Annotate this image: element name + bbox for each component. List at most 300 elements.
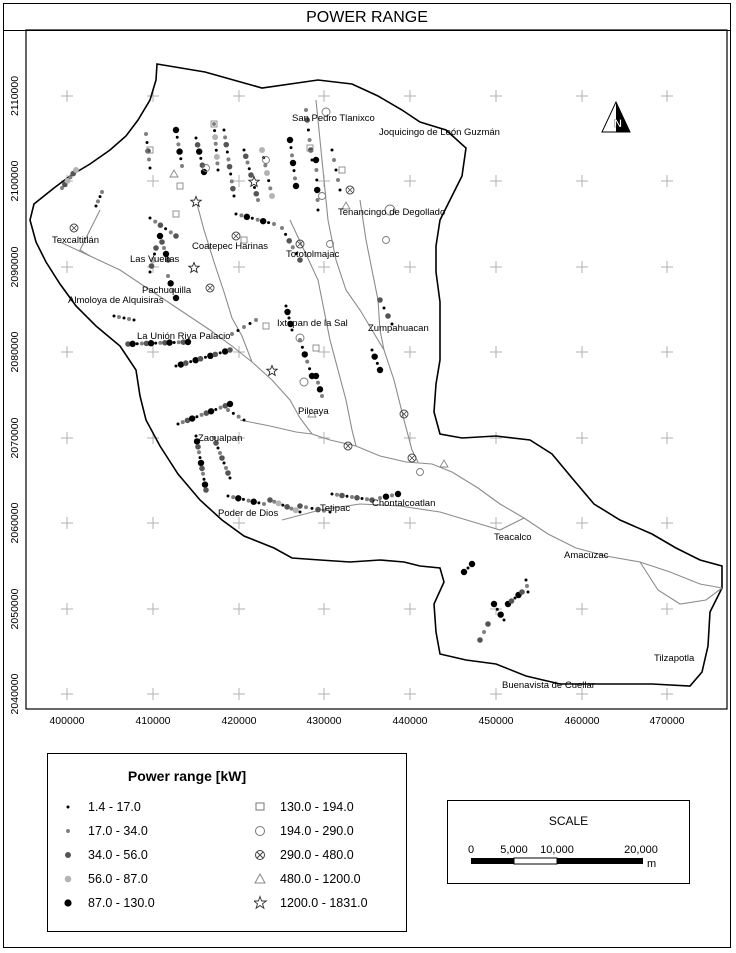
grid-cross	[318, 603, 330, 615]
y-tick-label: 2080000	[9, 331, 21, 373]
place-label: Tilzapotla	[654, 653, 695, 664]
plant-point-crossed-circle	[70, 224, 78, 232]
plant-point-small	[200, 413, 204, 417]
plant-point-medium	[284, 504, 290, 510]
plant-point-large	[201, 169, 207, 175]
plant-point-square	[313, 345, 319, 351]
grid-cross	[233, 175, 245, 187]
place-label: San Pedro Tlanixco	[292, 113, 375, 124]
grid-cross	[490, 90, 502, 102]
place-label: Chontalcoatlan	[372, 498, 436, 509]
plant-point-tiny	[226, 151, 229, 154]
place-label: Tenancingo de Degollado	[338, 207, 446, 218]
plant-point-tiny	[176, 136, 179, 139]
plant-point-tiny	[315, 179, 318, 182]
plant-point-tiny	[527, 591, 530, 594]
watershed-boundary	[30, 64, 722, 686]
plant-point-large	[196, 148, 202, 154]
plant-point-medium	[159, 239, 165, 245]
plant-point-large	[302, 351, 308, 357]
plant-point-tiny	[154, 342, 157, 345]
plant-point-large	[202, 481, 208, 487]
y-tick-label: 2110000	[9, 75, 21, 117]
plant-point-tiny	[467, 567, 470, 570]
grid-crosses	[61, 90, 673, 700]
plant-point-medium	[173, 233, 179, 239]
plant-point-small	[316, 381, 320, 385]
plant-point-star	[267, 366, 277, 376]
plant-point-small	[166, 274, 170, 278]
plant-point-medium	[509, 598, 515, 604]
plant-point-tiny	[136, 342, 139, 345]
place-label: Tetipac	[320, 503, 351, 514]
plant-point-tiny	[217, 169, 220, 172]
plant-point-tiny	[149, 271, 152, 274]
plant-point-tiny	[307, 129, 310, 132]
plant-point-small	[332, 158, 336, 162]
plant-point-medium	[225, 470, 231, 476]
scale-label: 5,000	[500, 844, 528, 856]
plant-point-tiny	[361, 497, 364, 500]
legend-item-label: 194.0 - 290.0	[280, 824, 354, 838]
plant-point-ring	[300, 378, 308, 386]
grid-cross	[61, 90, 73, 102]
plant-point-tiny	[189, 360, 192, 363]
plant-point-large	[317, 386, 323, 392]
grid-cross	[61, 517, 73, 529]
small-gray-dot-icon	[62, 822, 82, 840]
scale-label: 0	[467, 844, 475, 856]
plant-point-tiny	[99, 195, 102, 198]
legend-box	[47, 753, 407, 932]
plant-point-medium	[243, 153, 249, 159]
plant-point-tiny	[214, 408, 217, 411]
plant-point-large	[235, 495, 241, 501]
legend-item-label: 1.4 - 17.0	[88, 800, 141, 814]
plant-point-medium	[385, 313, 391, 319]
plant-point-tiny	[177, 423, 180, 426]
y-tick-label: 2090000	[9, 246, 21, 288]
legend-item-label: 34.0 - 56.0	[88, 848, 148, 862]
plant-point-tiny	[223, 129, 226, 132]
plant-point-crossed-circle	[344, 442, 352, 450]
plant-point-large	[290, 160, 296, 166]
plant-point-small	[242, 325, 246, 329]
plant-point-ring	[319, 193, 326, 200]
grid-cross	[490, 175, 502, 187]
plant-point-small	[176, 142, 180, 146]
plant-point-ring	[417, 469, 424, 476]
plant-point-small	[224, 466, 228, 470]
plant-point-medium	[477, 637, 483, 643]
plant-point-medium	[377, 297, 383, 303]
dark-gray-dot-icon	[62, 846, 82, 864]
plant-point-tiny	[215, 149, 218, 152]
plant-point-large	[313, 157, 319, 163]
grid-cross	[147, 175, 159, 187]
place-label: Pachuquilla	[142, 285, 192, 296]
plant-point-tiny	[213, 129, 216, 132]
plant-point-small	[254, 318, 258, 322]
plant-point-tiny	[331, 493, 334, 496]
plant-point-star	[191, 197, 201, 207]
plant-point-medium	[203, 487, 209, 493]
grid-cross	[661, 603, 673, 615]
place-label: Buenavista de Cuellar	[502, 680, 595, 691]
plant-point-square	[263, 323, 269, 329]
plant-point-tiny	[346, 495, 349, 498]
plant-point-small	[201, 472, 205, 476]
grid-cross	[490, 261, 502, 273]
plant-point-small	[230, 332, 234, 336]
plant-point-tiny	[149, 167, 152, 170]
plant-point-ring	[383, 237, 390, 244]
plant-point-tiny	[257, 501, 260, 504]
plant-point-small	[230, 179, 234, 183]
plant-point-small	[247, 499, 251, 503]
plant-point-small	[336, 178, 340, 182]
plant-point-small	[262, 502, 266, 506]
plant-point-small	[272, 222, 276, 226]
plant-point-small	[231, 495, 235, 499]
legend-item-label: 130.0 - 194.0	[280, 800, 354, 814]
plant-point-star	[249, 177, 259, 187]
plant-point-small	[304, 505, 308, 509]
plant-point-small	[308, 138, 312, 142]
plant-point-tiny	[331, 149, 334, 152]
plant-point-tiny	[242, 498, 245, 501]
plant-point-medium	[195, 444, 201, 450]
plant-point-crossed-circle	[346, 186, 354, 194]
plant-point-medium	[158, 222, 164, 228]
plant-point-tiny	[284, 233, 287, 236]
plant-point-square	[173, 211, 179, 217]
x-axis-labels	[49, 715, 684, 727]
plant-point-medium	[195, 142, 201, 148]
plant-point-star	[189, 263, 199, 273]
map-title: POWER RANGE	[3, 3, 731, 31]
plant-point-medium	[230, 186, 236, 192]
scale-bar-segment	[471, 858, 514, 864]
grid-cross	[661, 517, 673, 529]
plant-point-tiny	[285, 305, 288, 308]
plant-point-tiny	[219, 351, 222, 354]
grid-cross	[147, 688, 159, 700]
north-arrow-label: N	[614, 118, 622, 130]
place-label: Almoloya de Alquisiras	[68, 295, 164, 306]
grid-cross	[318, 90, 330, 102]
plant-point-tiny	[253, 186, 256, 189]
place-label: Amacuzac	[564, 550, 609, 561]
plant-point-large	[395, 491, 401, 497]
plant-point-small	[117, 315, 121, 319]
place-label: Joquicingo de León Guzmán	[379, 127, 500, 138]
grid-cross	[318, 261, 330, 273]
plant-point-triangle	[170, 170, 178, 177]
plant-point-large	[491, 601, 497, 607]
plant-point-light	[276, 500, 282, 506]
grid-cross	[61, 261, 73, 273]
grid-cross	[490, 688, 502, 700]
grid-cross	[147, 346, 159, 358]
x-tick-label: 450000	[478, 715, 514, 727]
plant-point-medium	[227, 164, 233, 170]
plant-point-small	[147, 158, 151, 162]
plant-point-large	[173, 127, 179, 133]
plant-point-small	[525, 584, 529, 588]
plant-point-tiny	[496, 608, 499, 611]
scale-label: 10,000	[540, 844, 574, 856]
plant-point-crossed-circle	[206, 284, 214, 292]
plant-point-tiny	[243, 149, 246, 152]
grid-cross	[404, 90, 416, 102]
plant-point-medium	[248, 172, 254, 178]
plant-point-tiny	[311, 507, 314, 510]
scale-box	[447, 800, 690, 884]
y-tick-label: 2050000	[9, 588, 21, 630]
plant-point-tiny	[308, 367, 311, 370]
grid-cross	[490, 346, 502, 358]
plant-point-small	[314, 168, 318, 172]
plant-point-large	[469, 561, 475, 567]
grid-cross	[661, 261, 673, 273]
plant-point-medium	[519, 589, 525, 595]
plant-point-large	[251, 499, 257, 505]
grid-cross	[404, 346, 416, 358]
grid-cross	[147, 517, 159, 529]
plant-point-large	[371, 353, 377, 359]
plant-point-medium	[286, 238, 292, 244]
plant-point-large	[189, 415, 195, 421]
plant-point-tiny	[199, 157, 202, 160]
plant-point-tiny	[175, 365, 178, 368]
grid-cross	[404, 688, 416, 700]
y-axis-labels	[9, 76, 21, 715]
plant-point-large	[260, 218, 266, 224]
plant-point-light	[73, 167, 79, 173]
plant-point-small	[197, 450, 201, 454]
plant-point-tiny	[217, 447, 220, 450]
place-label: Las Vueltas	[130, 254, 180, 265]
crossed-circle-icon	[254, 846, 274, 864]
plant-point-medium	[227, 347, 233, 353]
open-star-icon	[254, 894, 274, 912]
plant-point-small	[226, 157, 230, 161]
grid-cross	[576, 432, 588, 444]
plant-point-large	[157, 233, 163, 239]
plant-point-tiny	[376, 362, 379, 365]
plant-point-small	[181, 420, 185, 424]
plant-point-large	[497, 611, 503, 617]
plant-point-small	[305, 360, 309, 364]
plant-point-small	[256, 218, 260, 222]
plant-point-light	[293, 507, 299, 513]
grid-cross	[61, 432, 73, 444]
plant-point-tiny	[123, 317, 126, 320]
plant-point-small	[214, 142, 218, 146]
plant-point-light	[212, 134, 218, 140]
plant-point-small	[239, 213, 243, 217]
plant-point-tiny	[149, 217, 152, 220]
legend-item-label: 87.0 - 130.0	[88, 896, 155, 910]
grid-cross	[576, 517, 588, 529]
grid-cross	[490, 432, 502, 444]
plant-point-crossed-circle	[408, 454, 416, 462]
plant-point-tiny	[95, 205, 98, 208]
plant-point-small	[153, 220, 157, 224]
plant-point-tiny	[113, 315, 116, 318]
grid-cross	[147, 603, 159, 615]
plant-point-tiny	[233, 195, 236, 198]
river-branch-3	[316, 100, 418, 462]
plant-point-medium	[297, 503, 303, 509]
plant-point-small	[96, 199, 100, 203]
plant-point-small	[290, 153, 294, 157]
plant-point-large	[461, 569, 467, 575]
place-label: Texcaltitlán	[52, 235, 99, 246]
plant-point-medium	[198, 356, 204, 362]
grid-cross	[233, 603, 245, 615]
place-label: Tototolmajac	[286, 249, 340, 260]
plant-point-small	[218, 451, 222, 455]
plant-point-large	[377, 367, 383, 373]
plant-point-small	[335, 493, 339, 497]
plant-point-light	[214, 154, 220, 160]
place-label: Pilcaya	[298, 406, 329, 417]
plant-point-large	[129, 341, 135, 347]
scale-bar-segment	[514, 858, 557, 864]
place-label: Ixtapan de la Sal	[277, 318, 348, 329]
plant-point-large	[227, 401, 233, 407]
plant-point-medium	[339, 493, 345, 499]
grid-cross	[661, 688, 673, 700]
grid-cross	[404, 175, 416, 187]
plant-point-tiny	[204, 356, 207, 359]
legend-item-label: 1200.0 - 1831.0	[280, 896, 368, 910]
plant-point-small	[226, 408, 230, 412]
x-tick-label: 430000	[306, 715, 342, 727]
grid-cross	[661, 432, 673, 444]
grid-cross	[404, 603, 416, 615]
plant-point-small	[169, 230, 173, 234]
grid-cross	[576, 175, 588, 187]
plant-point-tiny	[317, 209, 320, 212]
plant-point-medium	[183, 360, 189, 366]
plant-point-tiny	[195, 137, 198, 140]
y-tick-label: 2060000	[9, 502, 21, 544]
place-label: Coatepec Harinas	[192, 241, 269, 252]
x-tick-label: 400000	[49, 715, 85, 727]
plant-point-small	[256, 198, 260, 202]
plant-point-tiny	[164, 227, 167, 230]
light-gray-dot-icon	[62, 870, 82, 888]
y-tick-label: 2040000	[9, 673, 21, 715]
place-label: La Unión Riva Palacio	[137, 331, 231, 342]
plant-point-small	[365, 497, 369, 501]
plant-point-tiny	[223, 462, 226, 465]
plant-point-small	[316, 198, 320, 202]
plant-point-medium	[223, 142, 229, 148]
plant-point-small	[180, 164, 184, 168]
plant-point-tiny	[146, 141, 149, 144]
scale-bar	[448, 801, 689, 883]
plant-point-tiny	[229, 173, 232, 176]
plant-point-large	[176, 148, 182, 154]
plant-point-tiny	[195, 415, 198, 418]
plant-point-small	[140, 342, 144, 346]
plant-point-triangle	[440, 460, 448, 467]
legend-item-label: 17.0 - 34.0	[88, 824, 148, 838]
scale-unit: m	[647, 858, 657, 870]
river-branch-7	[640, 562, 722, 604]
plant-point-tiny	[371, 349, 374, 352]
grid-cross	[61, 346, 73, 358]
plant-point-tiny	[229, 477, 232, 480]
grid-cross	[61, 603, 73, 615]
grid-cross	[661, 175, 673, 187]
plant-point-light	[264, 170, 270, 176]
plant-point-medium	[253, 191, 259, 197]
plant-point-tiny	[293, 169, 296, 172]
plant-point-small	[237, 415, 241, 419]
plant-point-large	[314, 187, 320, 193]
scale-label: 20,000	[624, 844, 658, 856]
place-label: Zumpahuacan	[368, 323, 429, 334]
grid-cross	[233, 688, 245, 700]
plant-point-tiny	[383, 307, 386, 310]
grid-cross	[404, 517, 416, 529]
plant-point-square	[177, 183, 183, 189]
place-label: Teacalco	[494, 532, 532, 543]
plant-point-tiny	[335, 169, 338, 172]
plant-point-large	[244, 214, 250, 220]
y-tick-label: 2100000	[9, 160, 21, 202]
plant-point-medium	[199, 466, 205, 472]
plant-point-tiny	[251, 217, 254, 220]
plant-point-medium	[485, 621, 491, 627]
plant-point-small	[212, 122, 216, 126]
plant-point-large	[313, 373, 319, 379]
hydro-plant-points	[60, 108, 530, 643]
x-tick-label: 440000	[392, 715, 428, 727]
plant-point-small	[263, 163, 267, 167]
plant-point-tiny	[525, 579, 528, 582]
open-triangle-icon	[254, 870, 274, 888]
plant-point-small	[293, 176, 297, 180]
plant-point-tiny	[199, 456, 202, 459]
plant-point-tiny	[290, 146, 293, 149]
grid-cross	[61, 688, 73, 700]
place-label: Poder de Dios	[218, 508, 279, 519]
plant-point-crossed-circle	[400, 410, 408, 418]
plant-point-tiny	[248, 167, 251, 170]
plant-point-crossed-circle	[232, 232, 240, 240]
x-tick-label: 470000	[649, 715, 685, 727]
plant-point-tiny	[243, 419, 246, 422]
plant-point-small	[280, 226, 284, 230]
plant-point-small	[246, 161, 250, 165]
plant-point-small	[350, 495, 354, 499]
grid-cross	[576, 603, 588, 615]
open-square-icon	[254, 798, 274, 816]
plant-point-small	[304, 108, 308, 112]
large-black-dot-icon	[62, 894, 82, 912]
plant-point-small	[320, 394, 324, 398]
plant-point-small	[100, 190, 104, 194]
plant-point-tiny	[235, 213, 238, 216]
plant-point-small	[127, 317, 131, 321]
plant-point-small	[223, 135, 227, 139]
